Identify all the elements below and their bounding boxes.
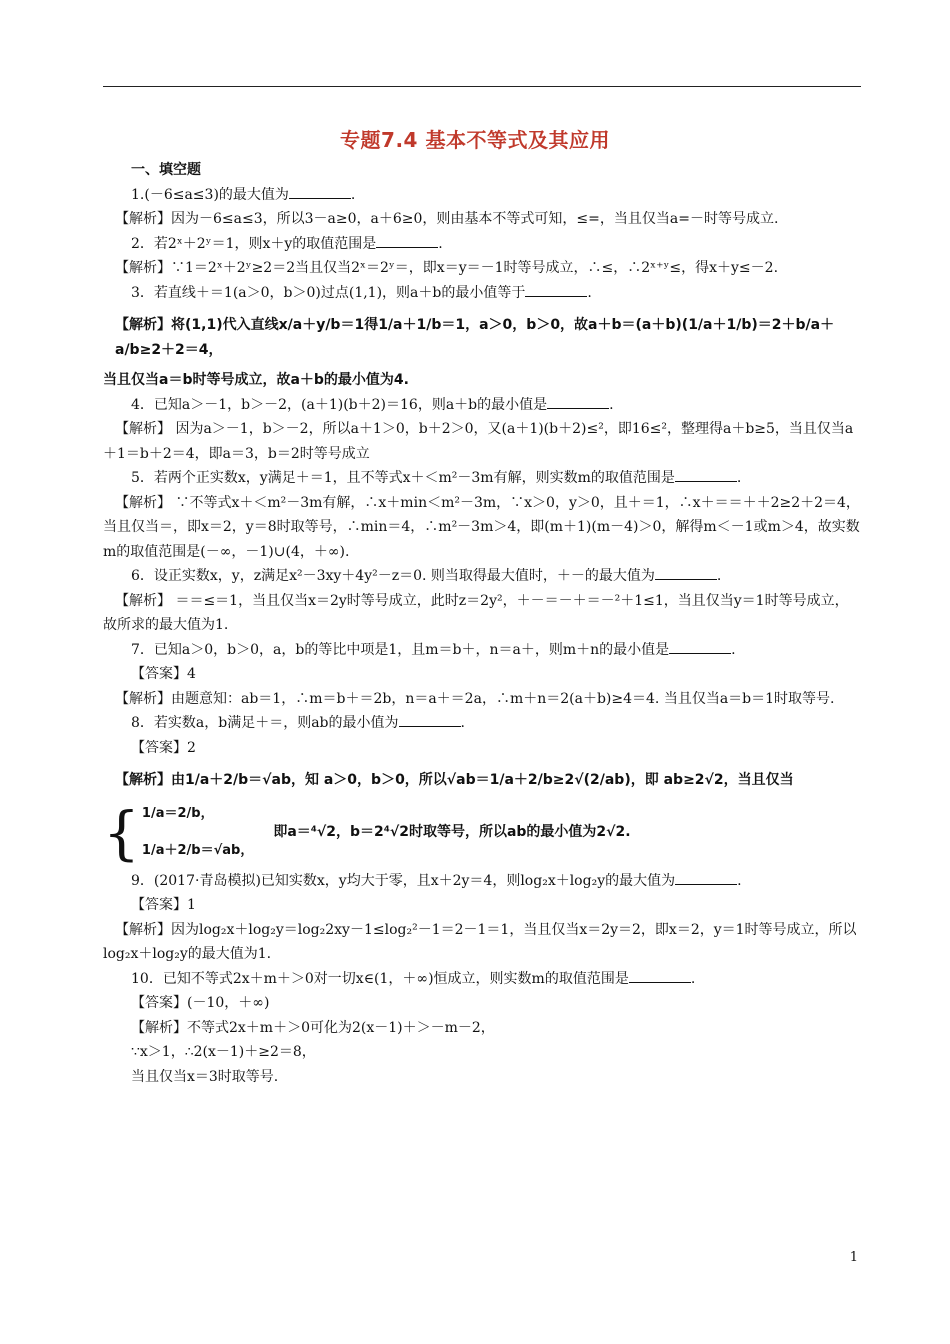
answer-blank bbox=[289, 184, 351, 199]
question-text: 5．若两个正实数x，y满足＋＝1，且不等式x＋＜m²－3m有解，则实数m的取值范围是 bbox=[131, 470, 675, 486]
system-line-2: 1/a＋2/b＝√ab， bbox=[141, 843, 254, 858]
question-end: . bbox=[609, 396, 614, 413]
answer-line: 【答案】2 bbox=[131, 739, 196, 756]
question bbox=[103, 564, 861, 589]
question-text: 1.(－6≤a≤3)的最大值为 bbox=[131, 186, 289, 203]
system-lines bbox=[142, 802, 253, 864]
question-end: . bbox=[438, 235, 443, 252]
answer-line: 【答案】1 bbox=[131, 897, 196, 913]
solution-conclusion: 当且仅当a＝b时等号成立，故a＋b的最小值为4. bbox=[103, 372, 409, 388]
question-end: . bbox=[350, 186, 356, 203]
answer-blank bbox=[525, 282, 587, 297]
question bbox=[103, 281, 861, 306]
system-line-1: 1/a＝2/b， bbox=[141, 805, 214, 821]
solution-text: 【解析】∵1＝2ˣ＋2ʸ≥2＝2当且仅当2ˣ＝2ʸ＝，即x＝y＝－1时等号成立，∴≤，∴2ˣ⁺ʸ≤，得x＋y≤－2. bbox=[115, 260, 779, 276]
system-conclusion: 即a＝⁴√2，b＝2⁴√2时取等号，所以ab的最小值为2√2. bbox=[273, 824, 631, 841]
question bbox=[103, 393, 861, 418]
document-body bbox=[103, 158, 861, 1089]
equation-system bbox=[103, 799, 861, 867]
question-text: 8．若实数a，b满足＋＝，则ab的最小值为 bbox=[131, 715, 399, 731]
answer-line: 【答案】(－10，＋∞) bbox=[131, 995, 270, 1011]
left-brace: { bbox=[103, 798, 140, 867]
question bbox=[103, 638, 861, 663]
question-text: 10．已知不等式2x＋m＋＞0对一切x∈(1，＋∞)恒成立，则实数m的取值范围是 bbox=[131, 970, 629, 987]
question-end: . bbox=[716, 568, 722, 584]
question-block-1 bbox=[103, 183, 861, 793]
answer-blank bbox=[547, 394, 609, 409]
question-end: . bbox=[587, 284, 592, 301]
question-text: 6．设正实数x，y，z满足x²－3xy＋4y²－z＝0. 则当取得最大值时，＋－的最大值为 bbox=[131, 568, 655, 584]
question-end: . bbox=[690, 970, 696, 987]
question bbox=[103, 466, 861, 491]
question-text: 7．已知a＞0，b＞0，a，b的等比中项是1，且m＝b＋，n＝a＋，则m＋n的最小值是 bbox=[131, 641, 670, 658]
answer-blank bbox=[629, 968, 691, 983]
page-number: 1 bbox=[849, 1250, 858, 1265]
answer-line: 【答案】4 bbox=[131, 666, 196, 682]
page-title: 专题7.4 基本不等式及其应用 bbox=[340, 128, 610, 152]
question-end: . bbox=[731, 641, 736, 658]
solution-text: 【解析】由题意知：ab＝1，∴m＝b＋＝2b，n＝a＋＝2a，∴m＋n＝2(a＋b)≥4＝4. 当且仅当a＝b＝1时取等号. bbox=[115, 690, 835, 707]
solution-formula: 【解析】将(1,1)代入直线x/a＋y/b＝1得1/a＋1/b＝1，a＞0，b＞0，故a＋b＝(a＋b)(1/a＋1/b)＝2＋b/a＋a/b≥2＋2＝4， bbox=[115, 317, 835, 358]
question-text: 2．若2ˣ＋2ʸ＝1，则x＋y的取值范围是 bbox=[131, 235, 377, 252]
question-text: 4．已知a＞－1，b＞－2，(a＋1)(b＋2)＝16，则a＋b的最小值是 bbox=[131, 396, 548, 413]
solution-text: 【解析】 ∵不等式x＋＜m²－3m有解，∴x＋min＜m²－3m，∵x＞0，y＞0，且＋＝1，∴x＋＝＝＋＋2≥2＋2＝4，当且仅当＝，即x＝2，y＝8时取等号，∴min＝4，∴m²－3m＞4，即(m＋1)(m－4)＞0，解得m＜－1或m＞4，故实数m的取值范围是(－∞，－1)∪(4，＋∞). bbox=[103, 494, 860, 560]
question-block-2 bbox=[103, 869, 861, 1090]
answer-line: ∵x＞1，∴2(x－1)＋≥2＝8， bbox=[131, 1044, 316, 1060]
answer-blank bbox=[655, 565, 717, 580]
section-heading: 一、填空题 bbox=[131, 162, 201, 178]
solution-formula: 【解析】由1/a＋2/b＝√ab，知 a＞0，b＞0，所以√ab＝1/a＋2/b≥2√(2/ab)，即 ab≥2√2，当且仅当 bbox=[115, 772, 794, 788]
solution-text: 【解析】因为－6≤a≤3，所以3－a≥0，a＋6≥0，则由基本不等式可知，≤=，当且仅当a=－时等号成立. bbox=[115, 211, 779, 227]
answer-blank bbox=[376, 233, 438, 248]
solution-text: 【解析】 因为a＞－1，b＞－2，所以a＋1＞0，b＋2＞0，又(a＋1)(b＋2)≤²，即16≤²，整理得a＋b≥5，当且仅当a＋1＝b＋2＝4，即a＝3，b＝2时等号成立 bbox=[103, 421, 854, 462]
answer-line: 【解析】不等式2x＋m＋＞0可化为2(x－1)＋＞－m－2， bbox=[131, 1019, 495, 1036]
header-rule bbox=[103, 86, 861, 87]
question-end: . bbox=[737, 872, 742, 889]
question-text: 3．若直线＋＝1(a＞0，b＞0)过点(1,1)，则a＋b的最小值等于 bbox=[131, 284, 526, 301]
question bbox=[103, 183, 861, 208]
question bbox=[103, 967, 861, 992]
question-end: . bbox=[736, 470, 742, 486]
answer-blank bbox=[669, 639, 731, 654]
answer-blank bbox=[675, 467, 737, 482]
question bbox=[103, 232, 861, 257]
question bbox=[103, 711, 861, 736]
solution-text: 【解析】因为log₂x＋log₂y＝log₂2xy－1≤log₂²－1＝2－1＝1，当且仅当x＝2y＝2，即x＝2，y＝1时等号成立，所以log₂x＋log₂y的最大值为1. bbox=[103, 921, 857, 962]
question-end: . bbox=[460, 715, 465, 731]
solution-text: 【解析】 ＝＝≤＝1，当且仅当x＝2y时等号成立，此时z＝2y²，＋－＝－＋＝－²＋1≤1，当且仅当y＝1时等号成立，故所求的最大值为1. bbox=[103, 592, 849, 633]
question bbox=[103, 869, 861, 894]
answer-blank bbox=[675, 870, 737, 885]
answer-line: 当且仅当x＝3时取等号. bbox=[131, 1068, 279, 1085]
answer-blank bbox=[399, 712, 461, 727]
question-text: 9．(2017·青岛模拟)已知实数x，y均大于零，且x＋2y＝4，则log₂x＋log₂y的最大值为 bbox=[131, 872, 676, 889]
